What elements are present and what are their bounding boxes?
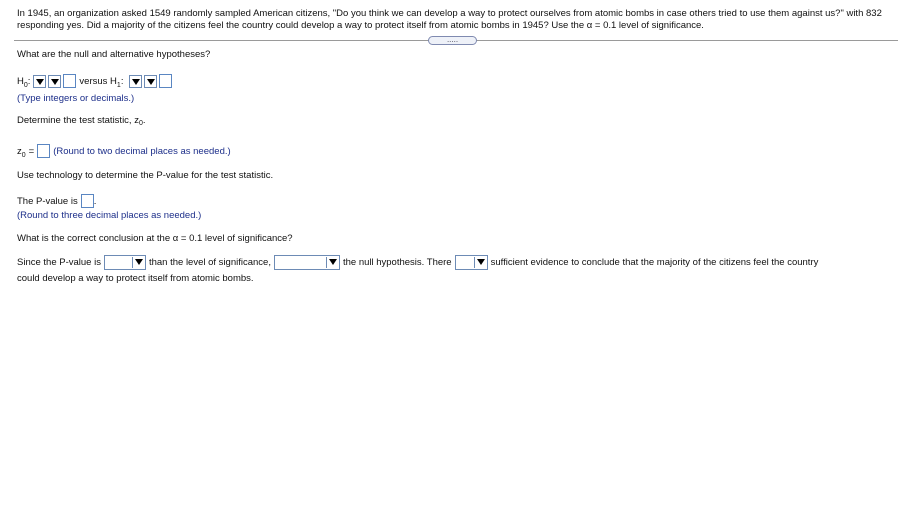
question-conclusion: What is the correct conclusion at the α = 0.1 level of significance? (17, 233, 293, 244)
chevron-down-icon (51, 79, 59, 85)
chevron-down-icon (147, 79, 155, 85)
chevron-down-icon (132, 79, 140, 85)
conclusion-text-1: Since the P-value is (17, 257, 101, 268)
pvalue-period: . (93, 195, 97, 207)
z0-input[interactable] (37, 144, 50, 158)
pvalue-label: The P-value is (17, 195, 78, 207)
chevron-down-icon (135, 259, 143, 265)
expand-button[interactable]: ..... (428, 36, 477, 45)
question-hypotheses: What are the null and alternative hypotheses? (17, 49, 211, 60)
h0-parameter-dropdown[interactable] (33, 75, 46, 88)
hint-two-decimal: (Round to two decimal places as needed.) (53, 145, 231, 157)
chevron-down-icon (477, 259, 485, 265)
versus-h1-label: versus $H_1$: (79, 75, 124, 89)
evidence-dropdown[interactable] (455, 255, 488, 270)
pvalue-input[interactable] (81, 194, 94, 208)
reject-decision-dropdown[interactable] (274, 255, 340, 270)
z0-label: $z_0$ (17, 145, 26, 159)
chevron-down-icon (329, 259, 337, 265)
conclusion-text-3: the null hypothesis. There (342, 257, 452, 268)
question-test-statistic: Determine the test statistic, z 0 . (17, 115, 146, 127)
hint-three-decimal: (Round to three decimal places as needed.) (17, 210, 202, 221)
pvalue-comparison-dropdown[interactable] (104, 255, 146, 270)
conclusion-line-2: could develop a way to protect itself from atomic bombs. (17, 273, 254, 284)
problem-statement: In 1945, an organization asked 1549 randomly sampled American citizens, "Do you think we can develop a way to protect ourselves from atomic bombs in case others tried to use them against us?" with 832 responding yes. Did a majority of the citizens feel the country could develop a way to protect itself from atomic bombs in 1945? Use the α = 0.1 level of significance. (17, 8, 882, 31)
conclusion-text-4: sufficient evidence to conclude that the majority of the citizens feel the country (490, 257, 819, 268)
chevron-down-icon (36, 79, 44, 85)
equals-sign: = (28, 145, 35, 157)
h1-parameter-dropdown[interactable] (129, 75, 142, 88)
h0-label: $H_0$: (17, 75, 31, 89)
h0-operator-dropdown[interactable] (48, 75, 61, 88)
hypotheses-row (17, 74, 172, 88)
h1-value-input[interactable] (159, 74, 172, 88)
hint-integers: (Type integers or decimals.) (17, 93, 135, 104)
test-statistic-row (17, 144, 231, 158)
question-pvalue: Use technology to determine the P-value for the test statistic. (17, 170, 274, 181)
h0-value-input[interactable] (63, 74, 76, 88)
h1-operator-dropdown[interactable] (144, 75, 157, 88)
pvalue-row (17, 194, 96, 208)
conclusion-text-2: than the level of significance, (148, 257, 271, 268)
conclusion-row (17, 255, 818, 270)
